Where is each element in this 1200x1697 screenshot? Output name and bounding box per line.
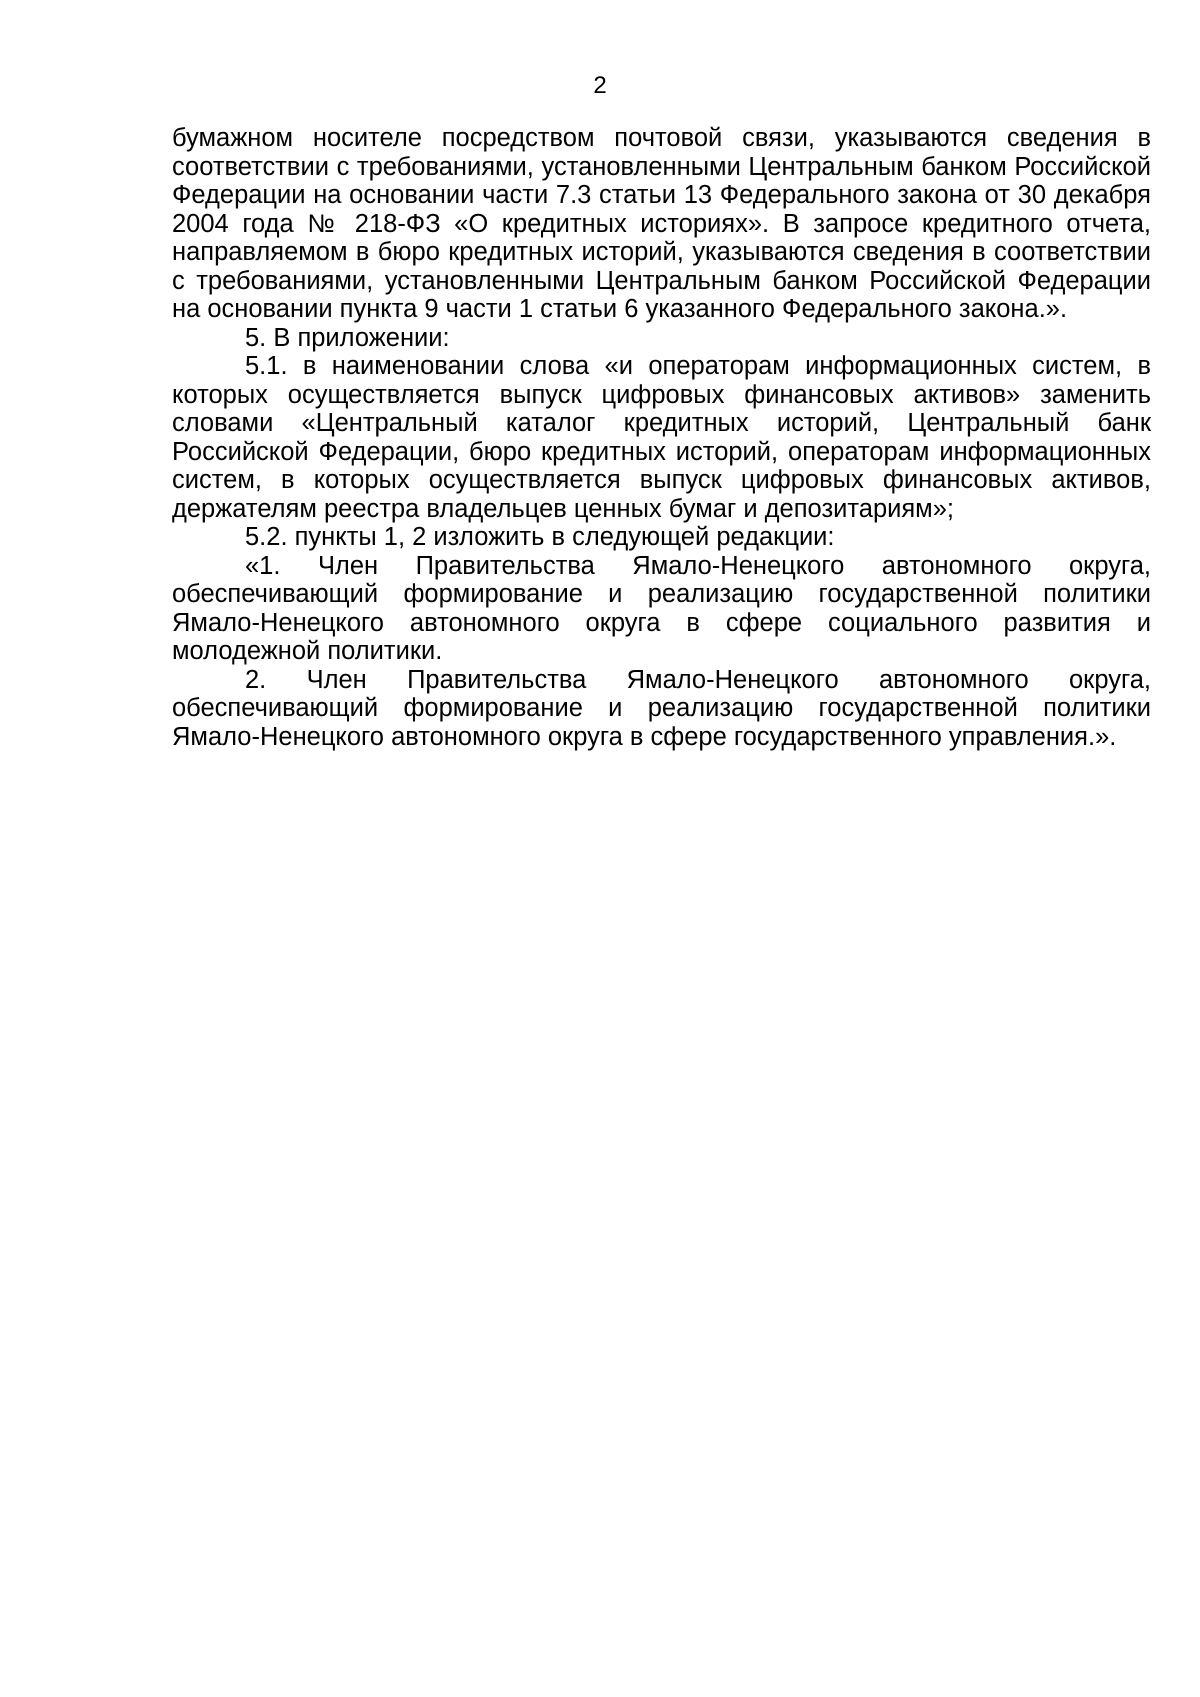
paragraph-item-5-2: 5.2. пункты 1, 2 изложить в следующей редакции: [245, 523, 835, 551]
page-number: 2 [593, 72, 607, 99]
document-body [172, 124, 1151, 751]
paragraph-continuation: бумажном носителе посредством почтовой связи, указываются сведения в соответствии с требованиями, установленными Центральным банком Российской Федерации на основании части 7.3 статьи 13 Федерального закона от 30 декабря 2004 года № 218-ФЗ «О кредитных историях». В запросе кредитного отчета, направляемом в бюро кредитных историй, указываются сведения в соответствии с требованиями, установленными Центральным банком Российской Федерации на основании пункта 9 части 1 статьи 6 указанного Федерального закона.». [172, 124, 1151, 323]
paragraph-point-2: 2. Член Правительства Ямало-Ненецкого автономного округа, обеспечивающий формирование и реализацию государственной политики Ямало-Ненецкого автономного округа в сфере государственного управления.». [172, 665, 1151, 751]
paragraph-item-5: 5. В приложении: [245, 323, 450, 352]
paragraph-item-5-1: 5.1. в наименовании слова «и операторам информационных систем, в которых осуществляется выпуск цифровых финансовых активов» заменить словами «Центральный каталог кредитных историй, Центральный банк Российской Федерации, бюро кредитных историй, операторам информационных систем, в которых осуществляется выпуск цифровых финансовых активов, держателям реестра владельцев ценных бумаг и депозитариям»; [172, 352, 1151, 523]
paragraph-point-1: «1. Член Правительства Ямало-Ненецкого автономного округа, обеспечивающий формирование и реализацию государственной политики Ямало-Ненецкого автономного округа в сфере социального развития и молодежной политики. [172, 551, 1151, 665]
